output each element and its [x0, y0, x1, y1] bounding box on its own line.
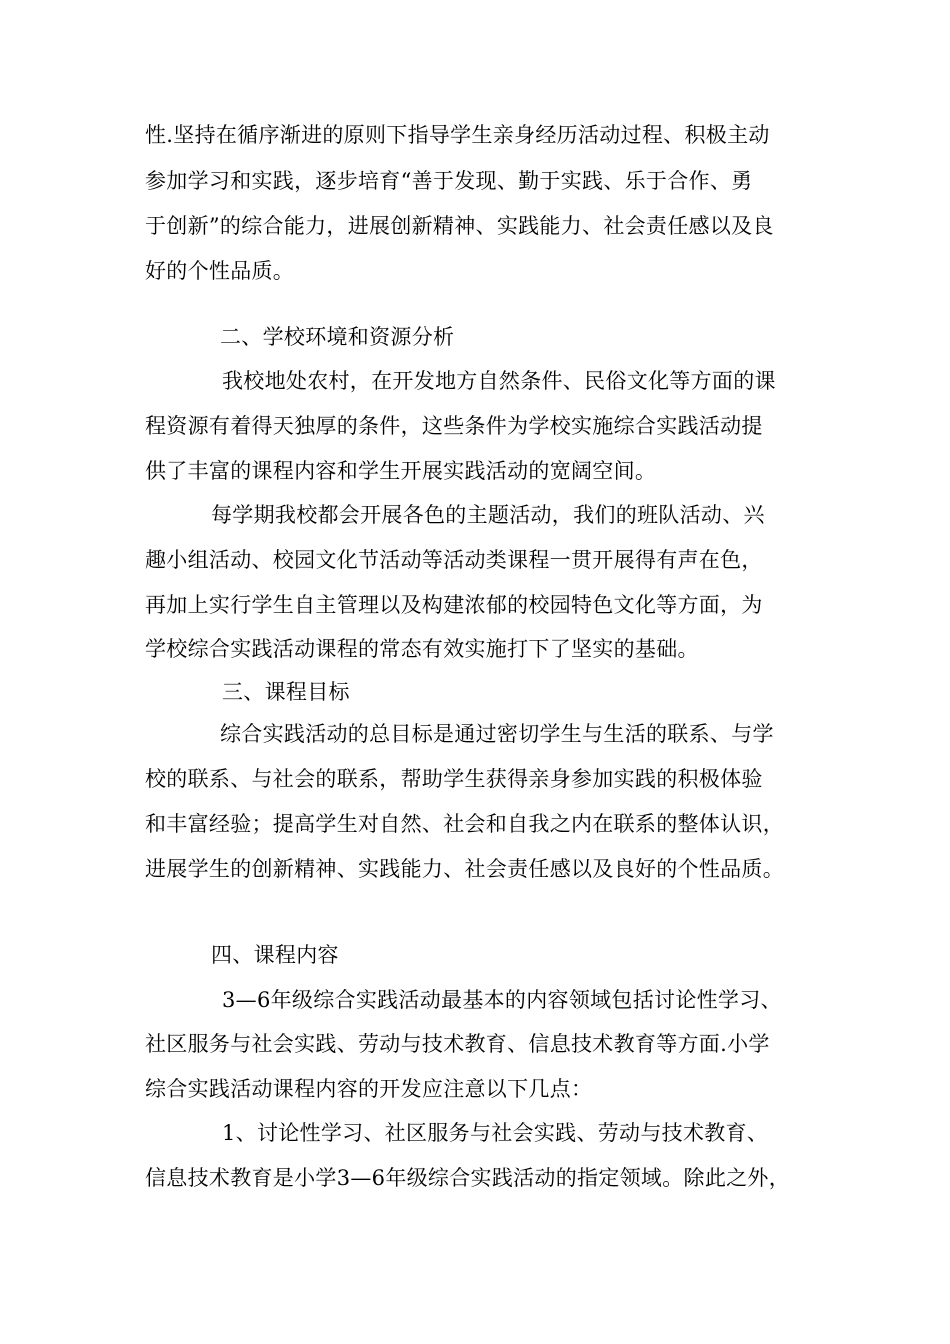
- body-line: 再加上实行学生自主管理以及构建浓郁的校园特色文化等方面，为: [145, 593, 763, 617]
- body-line: 综合实践活动课程内容的开发应注意以下几点：: [145, 1077, 593, 1101]
- body-line: 学校综合实践活动课程的常态有效实施打下了坚实的基础。: [145, 637, 699, 661]
- body-line: 和丰富经验；提高学生对自然、社会和自我之内在联系的整体认识，: [145, 812, 784, 836]
- body-line: 3—6年级综合实践活动最基本的内容领域包括讨论性学习、: [222, 988, 782, 1012]
- body-line: 性.坚持在循序渐进的原则下指导学生亲身经历活动过程、积极主动: [145, 123, 770, 147]
- body-line: 信息技术教育是小学3—6年级综合实践活动的指定领域。除此之外，: [145, 1166, 791, 1190]
- body-line: 好的个性品质。: [145, 259, 295, 283]
- body-line: 每学期我校都会开展各色的主题活动，我们的班队活动、兴: [211, 503, 765, 527]
- body-line: 社区服务与社会实践、劳动与技术教育、信息技术教育等方面.小学: [145, 1032, 770, 1056]
- body-line: 1、讨论性学习、社区服务与社会实践、劳动与技术教育、: [222, 1121, 769, 1145]
- body-line: 程资源有着得天独厚的条件，这些条件为学校实施综合实践活动提: [145, 414, 763, 438]
- body-line: 我校地处农村，在开发地方自然条件、民俗文化等方面的课: [222, 369, 776, 393]
- body-line: 校的联系、与社会的联系，帮助学生获得亲身参加实践的积极体验: [145, 767, 763, 791]
- body-line: 参加学习和实践，逐步培育“善于发现、勤于实践、乐于合作、勇: [145, 169, 753, 193]
- body-line: 于创新”的综合能力，进展创新精神、实践能力、社会责任感以及良: [145, 214, 774, 238]
- section-heading-4: 四、课程内容: [211, 943, 339, 967]
- body-line: 综合实践活动的总目标是通过密切学生与生活的联系、与学: [220, 722, 774, 746]
- body-line: 趣小组活动、校园文化节活动等活动类课程一贯开展得有声在色，: [145, 548, 763, 572]
- section-heading-2: 二、学校环境和资源分析: [220, 325, 455, 349]
- body-line: 进展学生的创新精神、实践能力、社会责任感以及良好的个性品质。: [145, 857, 784, 881]
- body-line: 供了丰富的课程内容和学生开展实践活动的宽阔空间。: [145, 459, 657, 483]
- section-heading-3: 三、课程目标: [222, 680, 350, 704]
